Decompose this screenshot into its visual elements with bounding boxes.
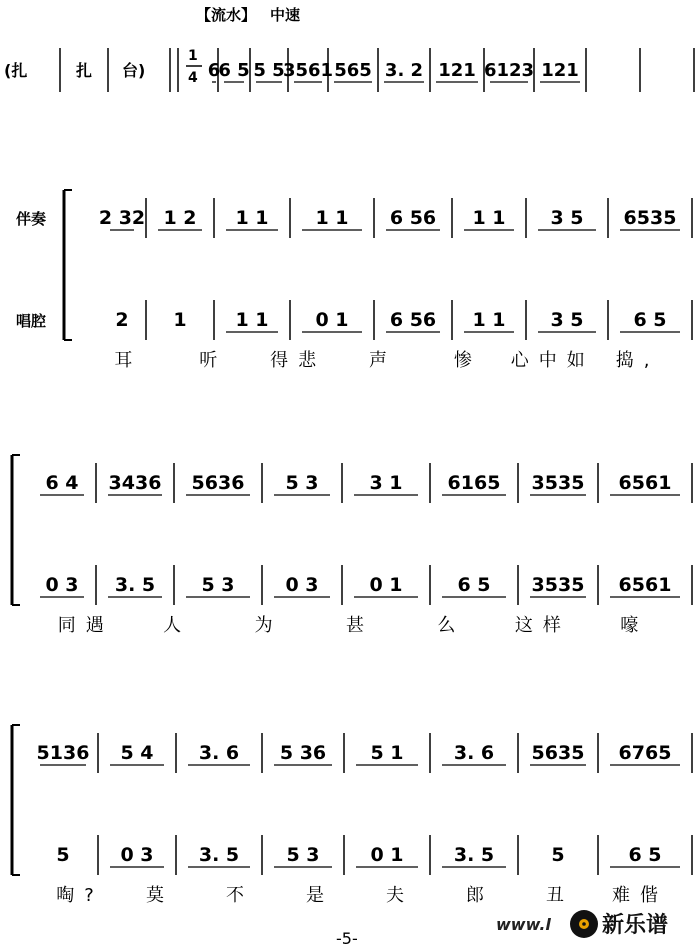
accompaniment-measure: 6765 <box>618 742 672 764</box>
lyric-word: 郎 <box>466 885 494 906</box>
intro-line <box>4 48 694 92</box>
lyric-word: 夫 <box>386 885 414 906</box>
lyric-word: 耳 <box>114 350 143 371</box>
intro-word-2: 扎 <box>76 61 93 80</box>
vocal-measure: 6561 <box>618 574 672 596</box>
time-signature-top: 1 <box>188 48 198 64</box>
time-signature-bottom: 4 <box>188 70 198 86</box>
lyric-word: 啕? <box>56 885 104 906</box>
intro-measure: 6 5 <box>218 60 250 81</box>
score-system <box>16 190 692 371</box>
lyric-word: 惨 <box>453 350 482 371</box>
accompaniment-measure: 1 1 <box>472 207 506 229</box>
lyric-word: 捣, <box>615 350 660 371</box>
tempo-speed: 中速 <box>270 6 301 24</box>
intro-word-3: 台) <box>122 61 146 80</box>
vocal-measure: 3. 5 <box>114 574 156 596</box>
lyric-word: 人 <box>163 615 192 636</box>
vocal-measure: 0 1 <box>315 309 349 331</box>
accompaniment-measure: 3 1 <box>369 472 403 494</box>
lyric-word: 为 <box>254 615 283 636</box>
vocal-measure: 6 5 <box>628 844 662 866</box>
vocal-measure: 6 56 <box>389 309 437 331</box>
lyric-word: 嚎 <box>620 615 649 636</box>
vocal-measure: 1 <box>173 309 187 331</box>
lyric-word: 心中如 <box>510 350 595 371</box>
vocal-measure: 0 1 <box>370 844 404 866</box>
accompaniment-measure: 3. 6 <box>198 742 240 764</box>
vocal-measure: 3. 5 <box>453 844 495 866</box>
intro-measure: 3. 2 <box>384 60 424 81</box>
score-system <box>12 455 692 636</box>
lyric-word: 声 <box>369 350 397 371</box>
vocal-measure: 6 5 <box>633 309 667 331</box>
lyric-word: 听 <box>199 350 228 371</box>
accompaniment-measure: 6 56 <box>389 207 437 229</box>
intro-measure: 6123 <box>483 60 535 81</box>
vocal-measure: 5 3 <box>201 574 235 596</box>
accompaniment-label: 伴奏 <box>16 210 47 228</box>
accompaniment-measure: 6561 <box>618 472 672 494</box>
page-number: -5- <box>336 929 358 948</box>
intro-measure: 565 <box>334 60 372 81</box>
vocal-measure: 0 3 <box>45 574 79 596</box>
vocal-measure: 1 1 <box>235 309 269 331</box>
vocal-measure: 5 3 <box>286 844 320 866</box>
accompaniment-measure: 6165 <box>447 472 501 494</box>
tempo-marking: 【流水】 <box>196 6 257 24</box>
vocal-measure: 1 1 <box>472 309 506 331</box>
lyric-word: 这样 <box>514 615 571 636</box>
accompaniment-measure: 5635 <box>531 742 585 764</box>
accompaniment-measure: 3436 <box>108 472 162 494</box>
accompaniment-measure: 5636 <box>191 472 245 494</box>
accompaniment-measure: 2 32 <box>98 207 146 229</box>
intro-measure: 121 <box>541 60 579 81</box>
vocal-measure: 0 1 <box>369 574 403 596</box>
accompaniment-measure: 5 1 <box>370 742 404 764</box>
intro-measure: 3561 <box>282 60 334 81</box>
accompaniment-measure: 1 1 <box>315 207 349 229</box>
intro-measure: 6 <box>207 60 221 81</box>
intro-measure: 121 <box>438 60 476 81</box>
vocal-label: 唱腔 <box>16 312 47 330</box>
lyric-word: 同遇 <box>57 615 114 636</box>
lyric-word: 不 <box>226 885 254 906</box>
accompaniment-measure: 6 4 <box>45 472 79 494</box>
lyric-word: 是 <box>306 885 334 906</box>
vocal-measure: 0 3 <box>285 574 319 596</box>
vocal-measure: 5 <box>56 844 70 866</box>
watermark <box>496 910 668 938</box>
lyric-word: 丑 <box>546 885 574 906</box>
watermark-brand: 新乐谱 <box>602 913 669 938</box>
vocal-measure: 3 5 <box>550 309 584 331</box>
accompaniment-measure: 6535 <box>623 207 677 229</box>
accompaniment-measure: 3 5 <box>550 207 584 229</box>
accompaniment-measure: 1 1 <box>235 207 269 229</box>
lyric-word: 难偕 <box>612 885 668 906</box>
accompaniment-measure: 3535 <box>531 472 585 494</box>
vocal-measure: 3. 5 <box>198 844 240 866</box>
intro-measure: 5 5 <box>253 60 285 81</box>
accompaniment-measure: 5 4 <box>120 742 154 764</box>
score-system <box>12 725 692 906</box>
vocal-measure: 5 <box>551 844 565 866</box>
lyric-word: 么 <box>437 615 466 636</box>
vocal-measure: 0 3 <box>120 844 154 866</box>
lyric-word: 得悲 <box>270 350 327 371</box>
accompaniment-measure: 5136 <box>36 742 90 764</box>
vocal-measure: 3535 <box>531 574 585 596</box>
lyric-word: 莫 <box>146 885 174 906</box>
vocal-measure: 2 <box>115 309 129 331</box>
accompaniment-measure: 5 36 <box>279 742 327 764</box>
accompaniment-measure: 1 2 <box>163 207 197 229</box>
intro-word-1: (扎 <box>4 61 28 80</box>
watermark-url: www.l <box>496 915 551 934</box>
lyric-word: 甚 <box>346 615 374 636</box>
vocal-measure: 6 5 <box>457 574 491 596</box>
accompaniment-measure: 3. 6 <box>453 742 495 764</box>
accompaniment-measure: 5 3 <box>285 472 319 494</box>
